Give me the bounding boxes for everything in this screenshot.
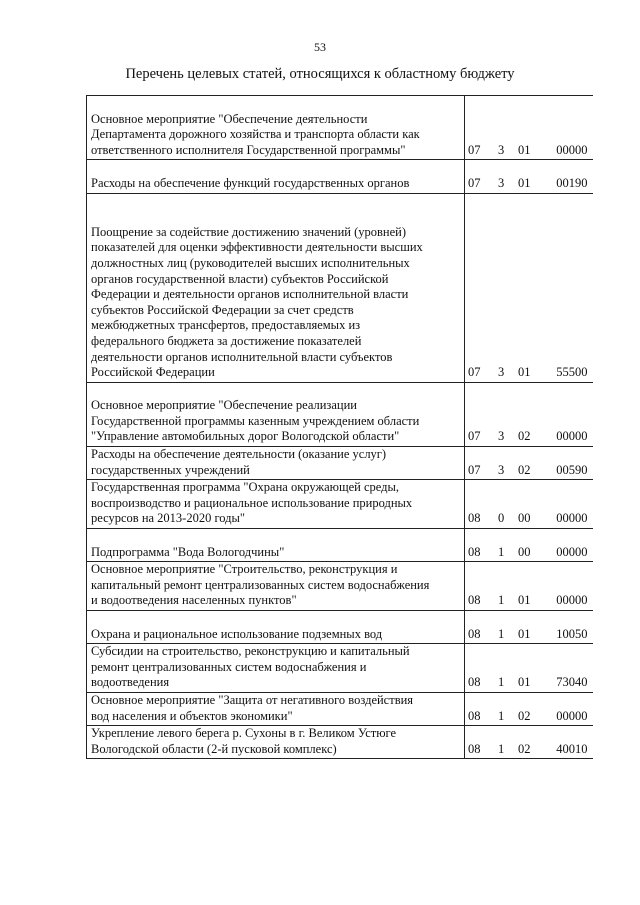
description-line: капитальный ремонт централизованных систем водоснабжения (91, 577, 430, 592)
description-line: ресурсов на 2013-2020 годы" (91, 511, 246, 526)
table-row (87, 480, 593, 529)
code-program: 08 (468, 675, 481, 690)
item-description (87, 562, 465, 611)
code-subprogram: 3 (498, 429, 505, 444)
description-line: ответственного исполнителя Государственной программы" (91, 142, 406, 157)
code-activity: 01 (518, 593, 531, 608)
target-article-code (465, 447, 593, 480)
description-line: водоотведения (91, 675, 170, 690)
target-article-code (465, 529, 593, 562)
code-program: 08 (468, 593, 481, 608)
code-program: 07 (468, 175, 481, 190)
code-subprogram: 1 (498, 593, 505, 608)
code-direction: 00190 (556, 175, 588, 190)
code-activity: 00 (518, 511, 531, 526)
code-direction: 00000 (556, 429, 588, 444)
code-activity: 00 (518, 544, 531, 559)
table-row (87, 692, 593, 725)
item-description (87, 160, 465, 193)
document-title: Перечень целевых статей, относящихся к областному бюджету (125, 66, 515, 82)
target-article-code (465, 562, 593, 611)
table-row (87, 382, 593, 446)
code-subprogram: 3 (498, 142, 505, 157)
code-parts (468, 429, 591, 445)
code-parts (468, 463, 591, 479)
description-line: и водоотведения населенных пунктов" (91, 593, 297, 608)
code-direction: 10050 (556, 626, 588, 641)
code-direction: 73040 (556, 675, 588, 690)
code-activity: 02 (518, 429, 531, 444)
target-article-code (465, 644, 593, 693)
code-parts (468, 709, 591, 725)
item-description (87, 692, 465, 725)
code-program: 07 (468, 429, 481, 444)
target-article-code (465, 726, 593, 759)
code-subprogram: 1 (498, 708, 505, 723)
target-article-code (465, 96, 593, 160)
item-description (87, 611, 465, 644)
description-line: Основное мероприятие "Обеспечение деятельности (91, 111, 368, 126)
description-line: Государственная программа "Охрана окружающей среды, (91, 480, 400, 495)
description-line: субъектов Российской Федерации за счет средств (91, 302, 354, 317)
description-line: Российской Федерации (91, 365, 215, 380)
page-number: 53 (314, 40, 326, 54)
code-activity: 01 (518, 675, 531, 690)
target-article-code (465, 382, 593, 446)
code-parts (468, 545, 591, 561)
description-line: межбюджетных трансфертов, предоставляемых из (91, 318, 361, 333)
code-subprogram: 3 (498, 462, 505, 477)
code-subprogram: 1 (498, 544, 505, 559)
code-subprogram: 3 (498, 175, 505, 190)
code-program: 07 (468, 462, 481, 477)
description-line: Основное мероприятие "Строительство, реконструкция и (91, 562, 398, 577)
description-line: ремонт централизованных систем водоснабжения и (91, 659, 367, 674)
code-activity: 02 (518, 462, 531, 477)
item-description (87, 382, 465, 446)
description-line: вод населения и объектов экономики" (91, 708, 293, 723)
code-direction: 00000 (556, 511, 588, 526)
table-row (87, 529, 593, 562)
target-article-code (465, 611, 593, 644)
item-description (87, 529, 465, 562)
code-parts (468, 742, 591, 758)
code-program: 07 (468, 142, 481, 157)
description-line: должностных лиц (руководителей высших исполнительных (91, 255, 410, 270)
table-row (87, 447, 593, 480)
code-program: 08 (468, 741, 481, 756)
description-line: органов государственной власти) субъектов Российской (91, 271, 389, 286)
code-parts (468, 675, 591, 691)
description-line: показателей для оценки эффективности деятельности высших (91, 240, 423, 255)
description-line: Подпрограмма "Вода Вологодчины" (91, 544, 285, 559)
table-row (87, 562, 593, 611)
code-program: 08 (468, 708, 481, 723)
description-line: Субсидии на строительство, реконструкцию и капитальный (91, 644, 410, 659)
table-row (87, 193, 593, 382)
description-line: "Управление автомобильных дорог Вологодской области" (91, 429, 400, 444)
description-line: Вологодской области (2-й пусковой комплекс) (91, 741, 337, 756)
budget-table-body (87, 96, 593, 759)
code-subprogram: 3 (498, 365, 505, 380)
code-direction: 00590 (556, 462, 588, 477)
description-line: Поощрение за содействие достижению значений (уровней) (91, 224, 407, 239)
code-program: 07 (468, 365, 481, 380)
description-line: федерального бюджета за достижение показателей (91, 333, 362, 348)
code-direction: 00000 (556, 593, 588, 608)
target-article-code (465, 692, 593, 725)
target-article-code (465, 160, 593, 193)
table-row (87, 160, 593, 193)
description-line: деятельности органов исполнительной власти субъектов (91, 349, 393, 364)
description-line: государственных учреждений (91, 462, 250, 477)
code-direction: 00000 (556, 544, 588, 559)
target-article-code (465, 480, 593, 529)
code-direction: 00000 (556, 142, 588, 157)
code-program: 08 (468, 626, 481, 641)
description-line: Охрана и рациональное использование подземных вод (91, 626, 383, 641)
description-line: Основное мероприятие "Защита от негативного воздействия (91, 692, 414, 707)
description-line: Укрепление левого берега р. Сухоны в г. Великом Устюге (91, 726, 397, 741)
description-line: Основное мероприятие "Обеспечение реализации (91, 398, 357, 413)
description-line: Государственной программы казенным учреждением области (91, 413, 420, 428)
code-activity: 02 (518, 741, 531, 756)
budget-table (86, 95, 593, 759)
code-activity: 02 (518, 708, 531, 723)
item-description (87, 96, 465, 160)
code-program: 08 (468, 544, 481, 559)
code-direction: 40010 (556, 741, 588, 756)
code-subprogram: 1 (498, 741, 505, 756)
code-activity: 01 (518, 175, 531, 190)
item-description (87, 480, 465, 529)
code-parts (468, 176, 591, 192)
description-line: Федерации и деятельности органов исполнительной власти (91, 287, 409, 302)
code-direction: 55500 (556, 365, 588, 380)
item-description (87, 726, 465, 759)
code-parts (468, 511, 591, 527)
table-row (87, 611, 593, 644)
code-activity: 01 (518, 365, 531, 380)
description-line: Расходы на обеспечение деятельности (оказание услуг) (91, 447, 387, 462)
budget-table-container (86, 95, 592, 759)
code-program: 08 (468, 511, 481, 526)
code-parts (468, 593, 591, 609)
code-parts (468, 365, 591, 381)
description-line: воспроизводство и рациональное использование природных (91, 495, 413, 510)
item-description (87, 193, 465, 382)
description-line: Департамента дорожного хозяйства и транспорта области как (91, 127, 420, 142)
code-subprogram: 1 (498, 675, 505, 690)
code-subprogram: 0 (498, 511, 505, 526)
code-activity: 01 (518, 626, 531, 641)
code-parts (468, 143, 591, 159)
item-description (87, 447, 465, 480)
description-line: Расходы на обеспечение функций государственных органов (91, 175, 410, 190)
table-row (87, 726, 593, 759)
table-row (87, 644, 593, 693)
target-article-code (465, 193, 593, 382)
code-parts (468, 627, 591, 643)
code-subprogram: 1 (498, 626, 505, 641)
code-direction: 00000 (556, 708, 588, 723)
table-row (87, 96, 593, 160)
code-activity: 01 (518, 142, 531, 157)
item-description (87, 644, 465, 693)
